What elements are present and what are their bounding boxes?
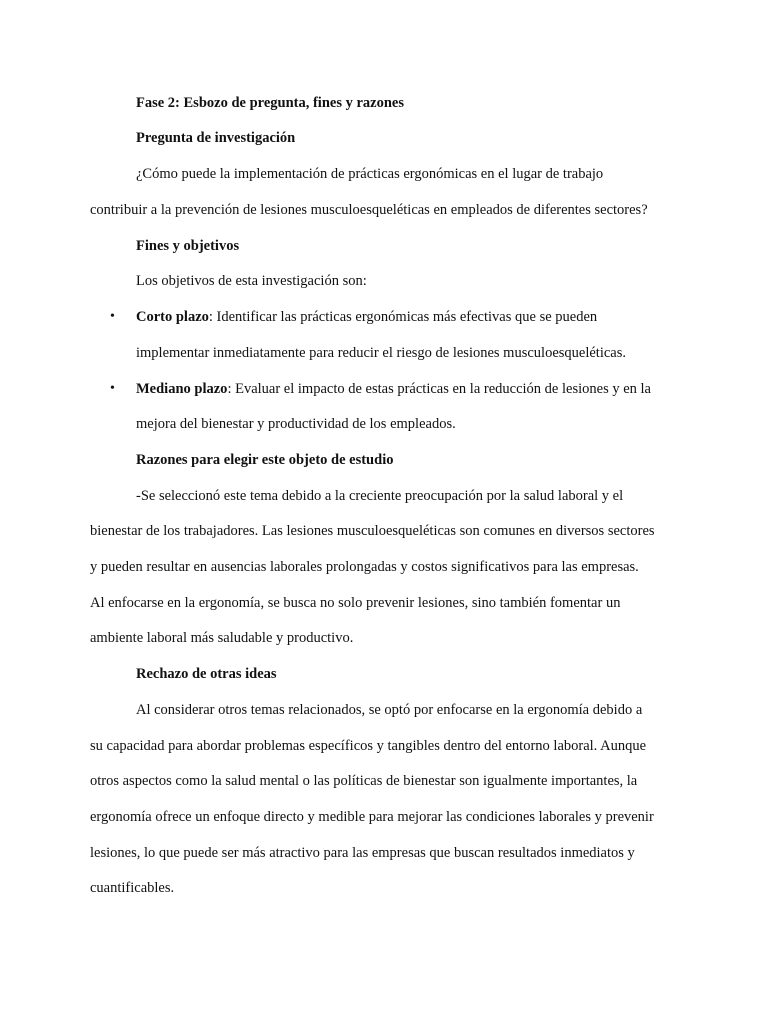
list-item-continuation: implementar inmediatamente para reducir el riesgo de lesiones musculoesqueléticas.: [136, 345, 626, 361]
question-line-2: contribuir a la prevención de lesiones musculoesqueléticas en empleados de diferentes sectores?: [90, 202, 648, 218]
reasons-title: Razones para elegir este objeto de estudio: [136, 452, 394, 468]
list-item: [136, 380, 651, 398]
bullet-icon: •: [110, 381, 115, 396]
rejection-line-1: Al considerar otros temas relacionados, se optó por enfocarse en la ergonomía debido a: [136, 702, 643, 718]
reasons-line-4: Al enfocarse en la ergonomía, se busca no solo prevenir lesiones, sino también fomentar un: [90, 595, 621, 611]
aims-title: Fines y objetivos: [136, 238, 240, 254]
rejection-line-5: lesiones, lo que puede ser más atractivo para las empresas que buscan resultados inmediatos y: [90, 845, 635, 861]
rejection-line-2: su capacidad para abordar problemas específicos y tangibles dentro del entorno laboral. Aunque: [90, 738, 647, 754]
reasons-line-3: y pueden resultar en ausencias laborales prolongadas y costos significativos para las empresas.: [90, 559, 639, 575]
bullet-icon: •: [110, 309, 115, 324]
rejection-line-3: otros aspectos como la salud mental o las políticas de bienestar son igualmente importantes, la: [90, 773, 638, 789]
aims-intro: Los objetivos de esta investigación son:: [136, 273, 367, 289]
question-title: Pregunta de investigación: [136, 130, 296, 146]
rejection-line-4: ergonomía ofrece un enfoque directo y medible para mejorar las condiciones laborales y prevenir: [90, 809, 654, 825]
list-item-text: : Identificar las prácticas ergonómicas más efectivas que se pueden: [208, 309, 598, 325]
list-item-text: : Evaluar el impacto de estas prácticas en la reducción de lesiones y en la: [227, 381, 651, 397]
list-item: [136, 308, 597, 326]
reasons-line-2: bienestar de los trabajadores. Las lesiones musculoesqueléticas son comunes en diversos sectores: [90, 523, 655, 539]
reasons-line-5: ambiente laboral más saludable y productivo.: [90, 630, 354, 646]
reasons-line-1: -Se seleccionó este tema debido a la creciente preocupación por la salud laboral y el: [136, 488, 624, 504]
list-item-label: Mediano plazo: [136, 381, 228, 397]
question-line-1: ¿Cómo puede la implementación de prácticas ergonómicas en el lugar de trabajo: [136, 166, 604, 182]
rejection-line-6: cuantificables.: [90, 880, 175, 896]
list-item-label: Corto plazo: [136, 309, 209, 325]
rejection-title: Rechazo de otras ideas: [136, 666, 277, 682]
list-item-continuation: mejora del bienestar y productividad de los empleados.: [136, 416, 456, 432]
document-heading: Fase 2: Esbozo de pregunta, fines y razones: [136, 95, 404, 111]
